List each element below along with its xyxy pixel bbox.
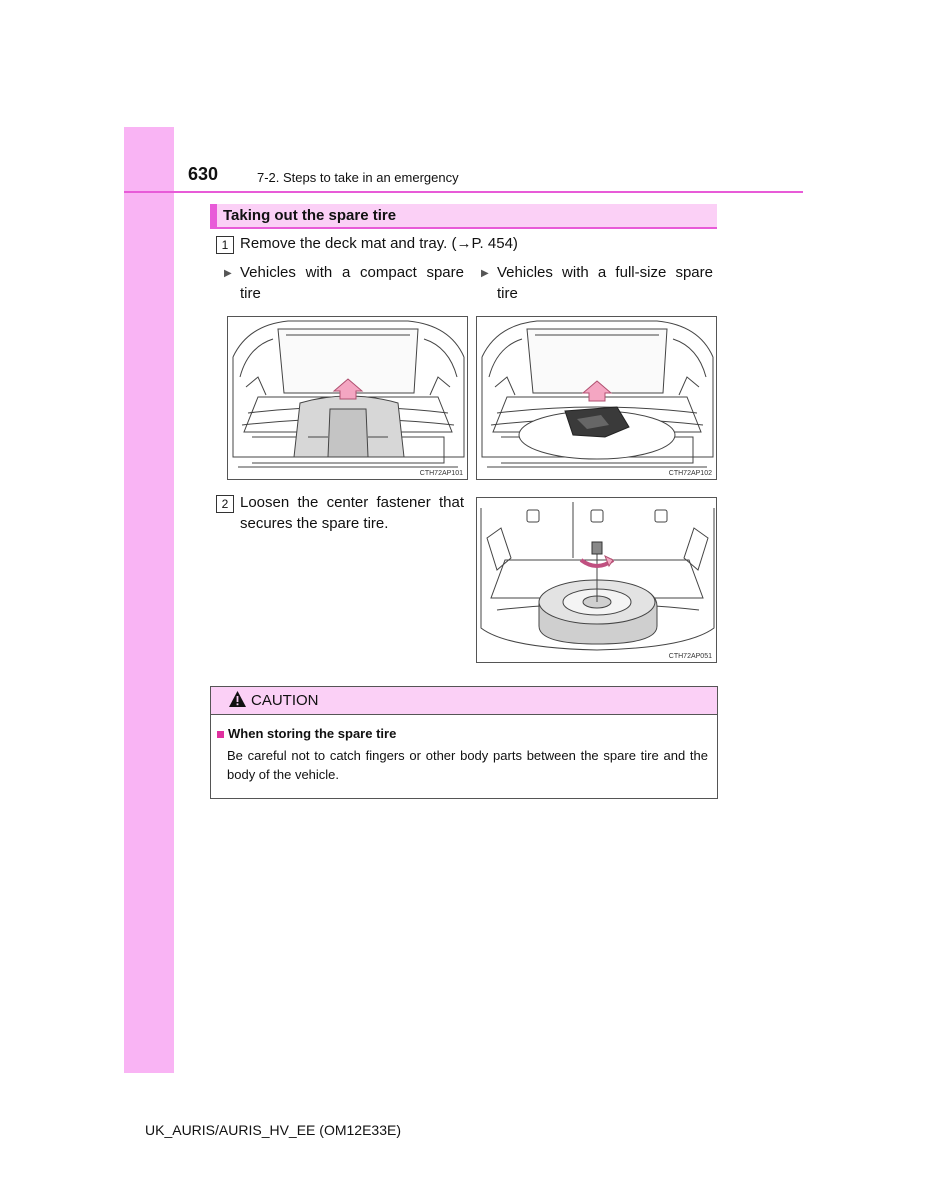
trunk-illustration-fullsize bbox=[477, 317, 717, 480]
figure-compact-spare bbox=[227, 316, 468, 480]
caution-header bbox=[211, 687, 717, 715]
side-tab bbox=[124, 127, 174, 1073]
step-2-line1: Loosen the center fastener that bbox=[240, 494, 464, 511]
figure-center-fastener bbox=[476, 497, 717, 663]
step-1-text: Remove the deck mat and tray. (→P. 454) bbox=[240, 235, 518, 252]
spare-tire-fastener-illustration bbox=[477, 498, 717, 663]
warning-triangle-icon bbox=[228, 690, 247, 708]
caution-body: Be careful not to catch fingers or other body parts between the spare tire and the body of the vehicle. bbox=[227, 748, 708, 782]
variant-fullsize-line1: Vehicles with a full-size spare bbox=[497, 264, 713, 281]
section-title: 7-2. Steps to take in an emergency bbox=[257, 170, 459, 185]
subheading-band bbox=[210, 204, 717, 229]
triangle-bullet-icon: ▶ bbox=[481, 268, 489, 279]
variant-fullsize-line2: tire bbox=[497, 285, 518, 302]
variant-compact bbox=[240, 262, 464, 304]
step-number-2: 2 bbox=[216, 495, 234, 513]
trunk-illustration-compact bbox=[228, 317, 468, 480]
figure-code: CTH72AP051 bbox=[668, 653, 712, 660]
figure-fullsize-spare bbox=[476, 316, 717, 480]
variant-compact-line1: Vehicles with a compact spare bbox=[240, 264, 464, 281]
step-2-line2: secures the spare tire. bbox=[240, 515, 389, 532]
header-rule bbox=[124, 191, 803, 193]
caution-subheading: When storing the spare tire bbox=[228, 726, 397, 741]
triangle-bullet-icon: ▶ bbox=[224, 268, 232, 279]
page-number: 630 bbox=[188, 164, 219, 184]
step-number-1: 1 bbox=[216, 236, 234, 254]
subheading-text: Taking out the spare tire bbox=[223, 207, 397, 224]
variant-fullsize bbox=[497, 262, 713, 304]
square-bullet-icon bbox=[217, 731, 224, 738]
caution-box bbox=[210, 686, 718, 799]
step-2-text bbox=[240, 492, 464, 534]
caution-title: CAUTION bbox=[251, 692, 319, 709]
figure-code: CTH72AP102 bbox=[668, 470, 712, 477]
footer-model-code: UK_AURIS/AURIS_HV_EE (OM12E33E) bbox=[145, 1122, 401, 1138]
variant-compact-line2: tire bbox=[240, 285, 261, 302]
subheading-accent-bar bbox=[210, 204, 217, 227]
figure-code: CTH72AP101 bbox=[419, 470, 463, 477]
